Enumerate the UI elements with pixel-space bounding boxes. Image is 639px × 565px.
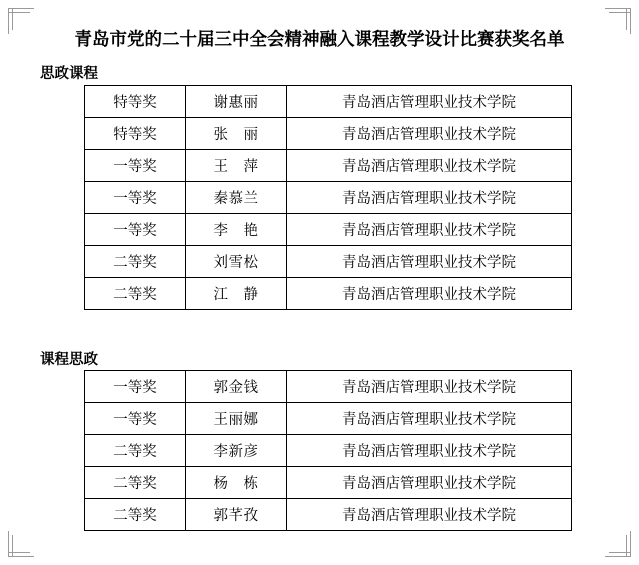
table-row	[85, 214, 572, 246]
section-heading-sizheng-kecheng: 思政课程	[40, 66, 98, 82]
corner-ornament-bottom-left	[8, 531, 34, 557]
name-cell: 谢惠丽	[186, 86, 287, 118]
prize-cell: 二等奖	[85, 467, 186, 499]
prize-cell: 二等奖	[85, 246, 186, 278]
table-row	[85, 467, 572, 499]
name-cell: 江 静	[186, 278, 287, 310]
prize-cell: 一等奖	[85, 214, 186, 246]
org-cell: 青岛酒店管理职业技术学院	[287, 86, 572, 118]
name-cell: 王 萍	[186, 150, 287, 182]
name-cell: 郭芊孜	[186, 499, 287, 531]
org-cell: 青岛酒店管理职业技术学院	[287, 278, 572, 310]
table-row	[85, 86, 572, 118]
org-cell: 青岛酒店管理职业技术学院	[287, 371, 572, 403]
table-row	[85, 278, 572, 310]
org-cell: 青岛酒店管理职业技术学院	[287, 182, 572, 214]
name-cell: 秦慕兰	[186, 182, 287, 214]
award-table-sizheng-kecheng	[84, 85, 572, 310]
org-cell: 青岛酒店管理职业技术学院	[287, 214, 572, 246]
prize-cell: 一等奖	[85, 182, 186, 214]
org-cell: 青岛酒店管理职业技术学院	[287, 467, 572, 499]
table-row	[85, 435, 572, 467]
org-cell: 青岛酒店管理职业技术学院	[287, 246, 572, 278]
name-cell: 杨 栋	[186, 467, 287, 499]
prize-cell: 二等奖	[85, 278, 186, 310]
org-cell: 青岛酒店管理职业技术学院	[287, 435, 572, 467]
table-row	[85, 403, 572, 435]
table-row	[85, 150, 572, 182]
name-cell: 郭金钱	[186, 371, 287, 403]
org-cell: 青岛酒店管理职业技术学院	[287, 499, 572, 531]
name-cell: 李新彦	[186, 435, 287, 467]
prize-cell: 一等奖	[85, 371, 186, 403]
org-cell: 青岛酒店管理职业技术学院	[287, 403, 572, 435]
prize-cell: 二等奖	[85, 435, 186, 467]
section-heading-kecheng-sizheng: 课程思政	[40, 352, 98, 368]
table-row	[85, 499, 572, 531]
name-cell: 王丽娜	[186, 403, 287, 435]
award-table-kecheng-sizheng	[84, 370, 572, 531]
name-cell: 李 艳	[186, 214, 287, 246]
corner-ornament-bottom-right	[605, 531, 631, 557]
prize-cell: 特等奖	[85, 118, 186, 150]
page-title: 青岛市党的二十届三中全会精神融入课程教学设计比赛获奖名单	[74, 29, 565, 49]
org-cell: 青岛酒店管理职业技术学院	[287, 118, 572, 150]
prize-cell: 特等奖	[85, 86, 186, 118]
name-cell: 张 丽	[186, 118, 287, 150]
prize-cell: 一等奖	[85, 403, 186, 435]
name-cell: 刘雪松	[186, 246, 287, 278]
prize-cell: 二等奖	[85, 499, 186, 531]
prize-cell: 一等奖	[85, 150, 186, 182]
table-row	[85, 118, 572, 150]
table-row	[85, 371, 572, 403]
org-cell: 青岛酒店管理职业技术学院	[287, 150, 572, 182]
table-row	[85, 182, 572, 214]
table-row	[85, 246, 572, 278]
